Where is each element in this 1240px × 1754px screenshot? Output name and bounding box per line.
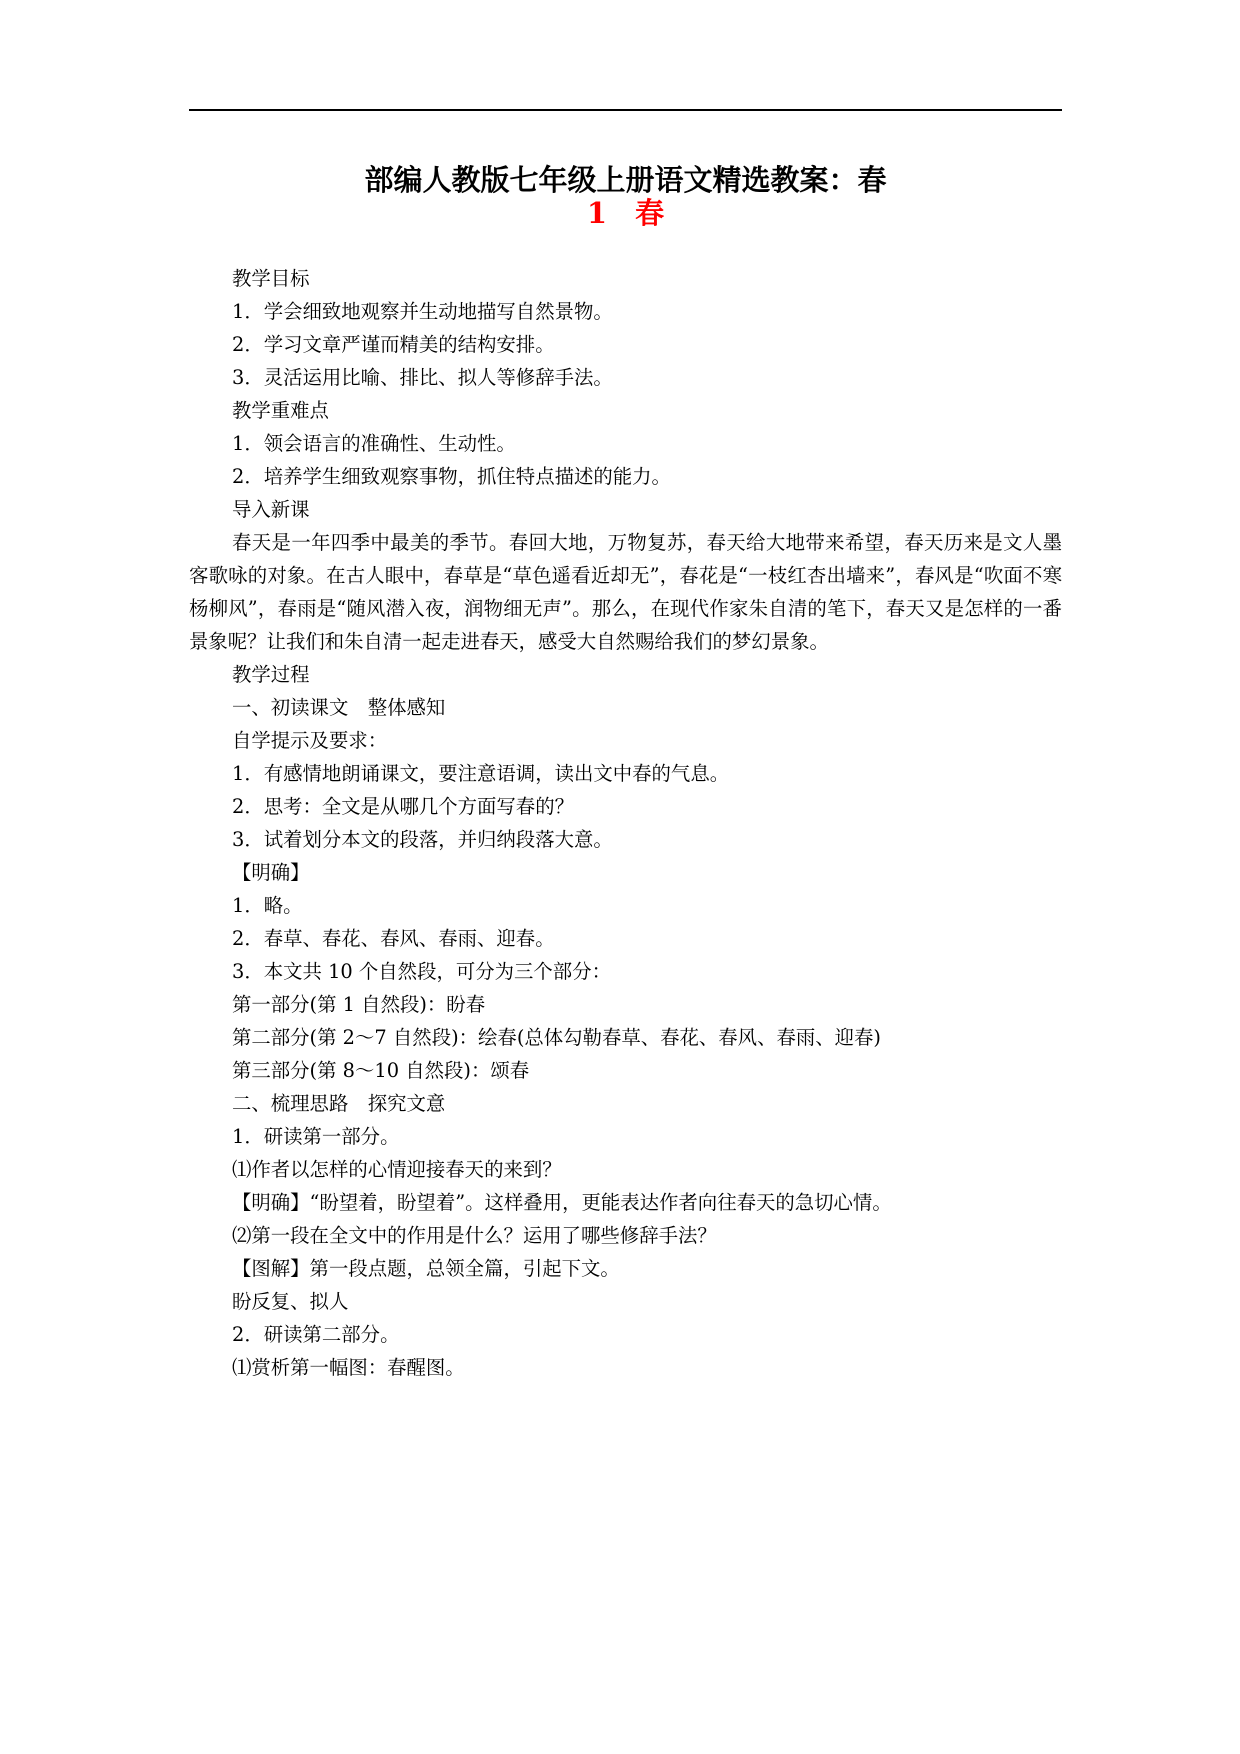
list-item: 1．研读第一部分。: [232, 1125, 400, 1148]
section-heading-objectives: 教学目标: [232, 267, 310, 290]
objective-item: 2．学习文章严谨而精美的结构安排。: [232, 333, 555, 356]
question-item: ⑴赏析第一幅图：春醒图。: [232, 1356, 465, 1379]
list-item: 1．有感情地朗诵课文，要注意语调，读出文中春的气息。: [232, 762, 730, 785]
answer-label: 【明确】: [232, 861, 310, 884]
list-item: 1．略。: [232, 894, 303, 917]
lesson-number: 1: [586, 196, 608, 230]
list-item: 3．试着划分本文的段落，并归纳段落大意。: [232, 828, 613, 851]
list-item: 2．思考：全文是从哪几个方面写春的？: [232, 795, 574, 818]
list-item: 3．本文共 10 个自然段，可分为三个部分：: [232, 960, 611, 983]
document-body: [189, 262, 1062, 1384]
section-heading-process: 教学过程: [232, 663, 310, 686]
document-title: 部编人教版七年级上册语文精选教案：春: [364, 163, 887, 197]
objective-item: 1．学会细致地观察并生动地描写自然景物。: [232, 300, 613, 323]
header-rule: [189, 109, 1062, 111]
section-heading-key-points: 教学重难点: [232, 399, 329, 422]
list-item: 2．研读第二部分。: [232, 1323, 400, 1346]
part-item: 第二部分(第 2～7 自然段)：绘春(总体勾勒春草、春花、春风、春雨、迎春): [232, 1026, 881, 1049]
part-item: 第一部分(第 1 自然段)：盼春: [232, 993, 486, 1016]
lesson-heading: [189, 195, 1062, 231]
answer-item: 【明确】“盼望着，盼望着”。这样叠用，更能表达作者向往春天的急切心情。: [232, 1191, 892, 1214]
question-item: ⑵第一段在全文中的作用是什么？运用了哪些修辞手法？: [232, 1224, 717, 1247]
key-point-item: 2．培养学生细致观察事物，抓住特点描述的能力。: [232, 465, 671, 488]
subheading-structure: 二、梳理思路 探究文意: [232, 1092, 446, 1115]
question-item: ⑴作者以怎样的心情迎接春天的来到？: [232, 1158, 562, 1181]
key-point-item: 1．领会语言的准确性、生动性。: [232, 432, 516, 455]
paragraph: 自学提示及要求：: [232, 729, 388, 752]
diagram-note: 【图解】第一段点题，总领全篇，引起下文。: [232, 1257, 620, 1280]
paragraph: 盼反复、拟人: [232, 1290, 349, 1313]
objective-item: 3．灵活运用比喻、排比、拟人等修辞手法。: [232, 366, 613, 389]
subheading-first-reading: 一、初读课文 整体感知: [232, 696, 446, 719]
section-heading-introduction: 导入新课: [232, 498, 310, 521]
lesson-title: 春: [635, 196, 665, 230]
introduction-paragraph: 春天是一年四季中最美的季节。春回大地，万物复苏，春天给大地带来希望，春天历来是文人墨客歌咏的对象。在古人眼中，春草是“草色遥看近却无”，春花是“一枝红杏出墙来”，春风是“吹面不寒杨柳风”，春雨是“随风潜入夜，润物细无声”。那么，在现代作家朱自清的笔下，春天又是怎样的一番景象呢？让我们和朱自清一起走进春天，感受大自然赐给我们的梦幻景象。: [189, 531, 1062, 653]
list-item: 2．春草、春花、春风、春雨、迎春。: [232, 927, 555, 950]
part-item: 第三部分(第 8～10 自然段)：颂春: [232, 1059, 530, 1082]
